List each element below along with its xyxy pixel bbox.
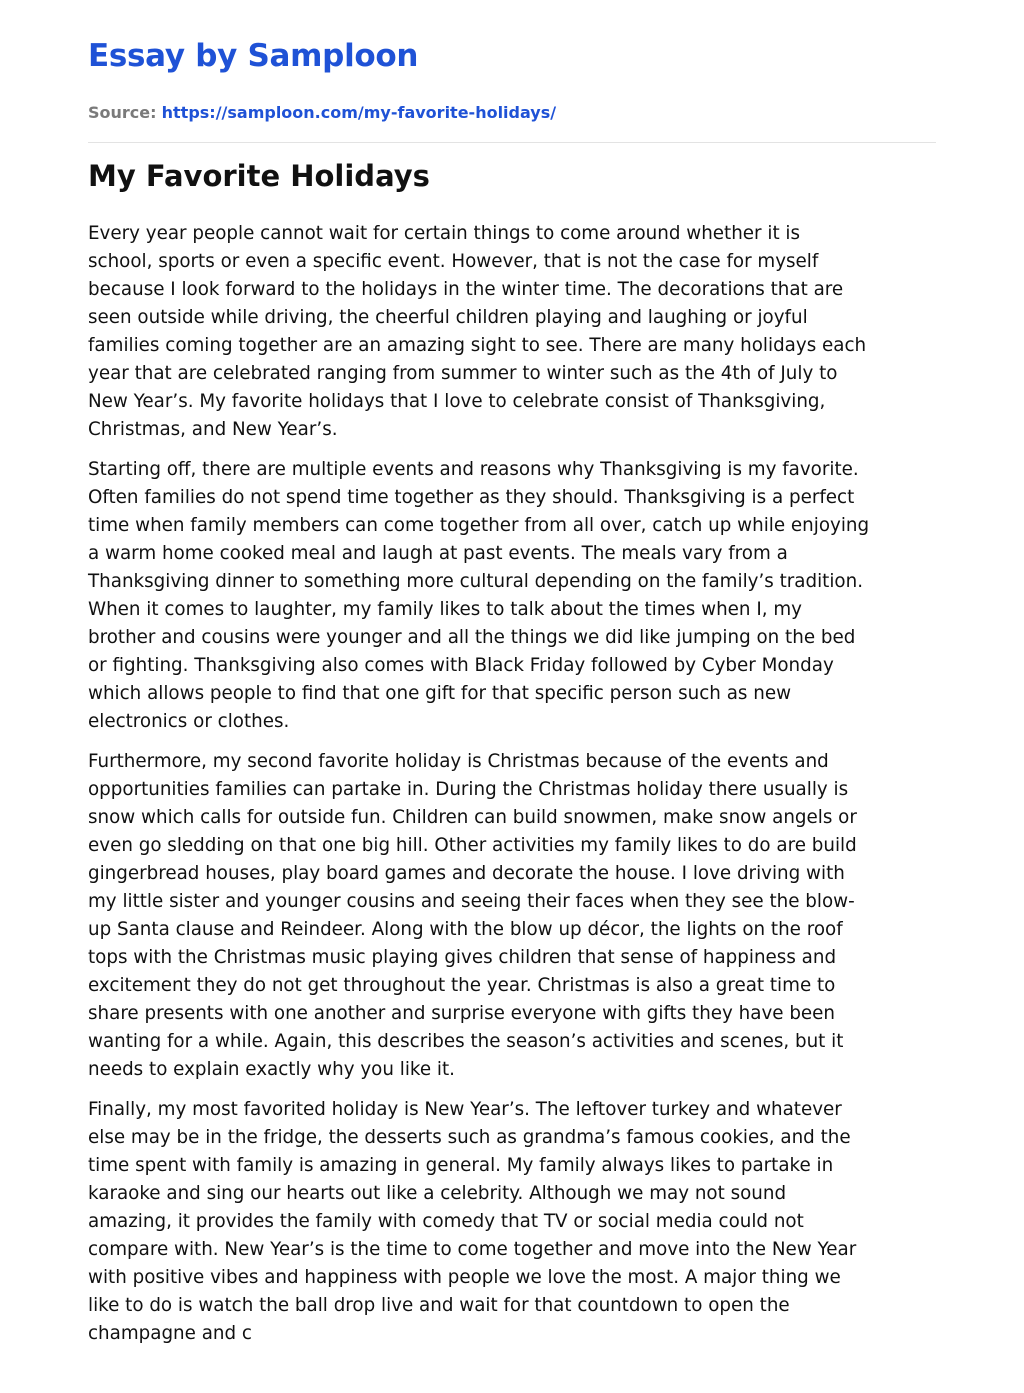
paragraph-line: share presents with one another and surprise everyone with gifts they have been [88,1003,836,1024]
paragraph-line: or fighting. Thanksgiving also comes with Black Friday followed by Cyber Monday [88,655,834,676]
paragraph-line: needs to explain exactly why you like it. [88,1059,455,1080]
paragraph-line: electronics or clothes. [88,711,290,732]
paragraph-line: which allows people to find that one gift for that specific person such as new [88,683,792,704]
paragraph-line: else may be in the fridge, the desserts such as grandma’s famous cookies, and the [88,1127,851,1148]
paragraph-line: compare with. New Year’s is the time to come together and move into the New Year [88,1239,857,1260]
paragraph-line: my little sister and younger cousins and seeing their faces when they see the blow- [88,891,855,912]
paragraph-line: Often families do not spend time together as they should. Thanksgiving is a perfect [88,487,855,508]
paragraph-line: Furthermore, my second favorite holiday is Christmas because of the events and [88,751,829,772]
paragraph-line: Finally, my most favorited holiday is New Year’s. The leftover turkey and whatever [88,1099,842,1120]
paragraph-line: Christmas, and New Year’s. [88,419,338,440]
paragraph-line: up Santa clause and Reindeer. Along with the blow up décor, the lights on the roof [88,919,843,940]
paragraph-line: a warm home cooked meal and laugh at past events. The meals vary from a [88,543,788,564]
paragraph-line: snow which calls for outside fun. Children can build snowmen, make snow angels or [88,807,857,828]
paragraph-line: school, sports or even a specific event. However, that is not the case for myself [88,251,819,272]
paragraph-line: like to do is watch the ball drop live and wait for that countdown to open the [88,1295,790,1316]
paragraph-line: year that are celebrated ranging from summer to winter such as the 4th of July to [88,363,838,384]
paragraph-line: When it comes to laughter, my family likes to talk about the times when I, my [88,599,802,620]
paragraph-line: opportunities families can partake in. During the Christmas holiday there usually is [88,779,849,800]
paragraph-line: even go sledding on that one big hill. Other activities my family likes to do are build [88,835,857,856]
source-link[interactable]: https://samploon.com/my-favorite-holidays/ [161,103,557,122]
essay-paragraph [88,220,938,444]
paragraph-line: Every year people cannot wait for certain things to come around whether it is [88,223,801,244]
paragraph-line: time spent with family is amazing in general. My family always likes to partake in [88,1155,834,1176]
paragraph-line: tops with the Christmas music playing gives children that sense of happiness and [88,947,837,968]
paragraph-line: Thanksgiving dinner to something more cultural depending on the family’s tradition. [88,571,864,592]
essay-body [88,220,938,1360]
essay-title: My Favorite Holidays [88,159,430,193]
paragraph-line: time when family members can come together from all over, catch up while enjoying [88,515,870,536]
paragraph-line: seen outside while driving, the cheerful children playing and laughing or joyful [88,307,808,328]
header-divider [88,142,936,143]
paragraph-line: families coming together are an amazing sight to see. There are many holidays each [88,335,867,356]
paragraph-line: champagne and c [88,1323,252,1344]
paragraph-line: New Year’s. My favorite holidays that I love to celebrate consist of Thanksgiving, [88,391,826,412]
source-label: Source: [88,103,157,122]
paragraph-line: because I look forward to the holidays in the winter time. The decorations that are [88,279,844,300]
paragraph-line: with positive vibes and happiness with people we love the most. A major thing we [88,1267,841,1288]
paragraph-line: wanting for a while. Again, this describes the season’s activities and scenes, but it [88,1031,844,1052]
paragraph-line: excitement they do not get throughout the year. Christmas is also a great time to [88,975,836,996]
site-title: Essay by Samploon [88,38,419,74]
paragraph-line: brother and cousins were younger and all the things we did like jumping on the bed [88,627,856,648]
paragraph-line: amazing, it provides the family with comedy that TV or social media could not [88,1211,804,1232]
paragraph-line: Starting off, there are multiple events and reasons why Thanksgiving is my favorite. [88,459,859,480]
essay-paragraph [88,748,938,1084]
source-line [88,102,556,124]
essay-paragraph [88,456,938,736]
paragraph-line: karaoke and sing our hearts out like a celebrity. Although we may not sound [88,1183,787,1204]
paragraph-line: gingerbread houses, play board games and decorate the house. I love driving with [88,863,845,884]
essay-paragraph [88,1096,938,1348]
